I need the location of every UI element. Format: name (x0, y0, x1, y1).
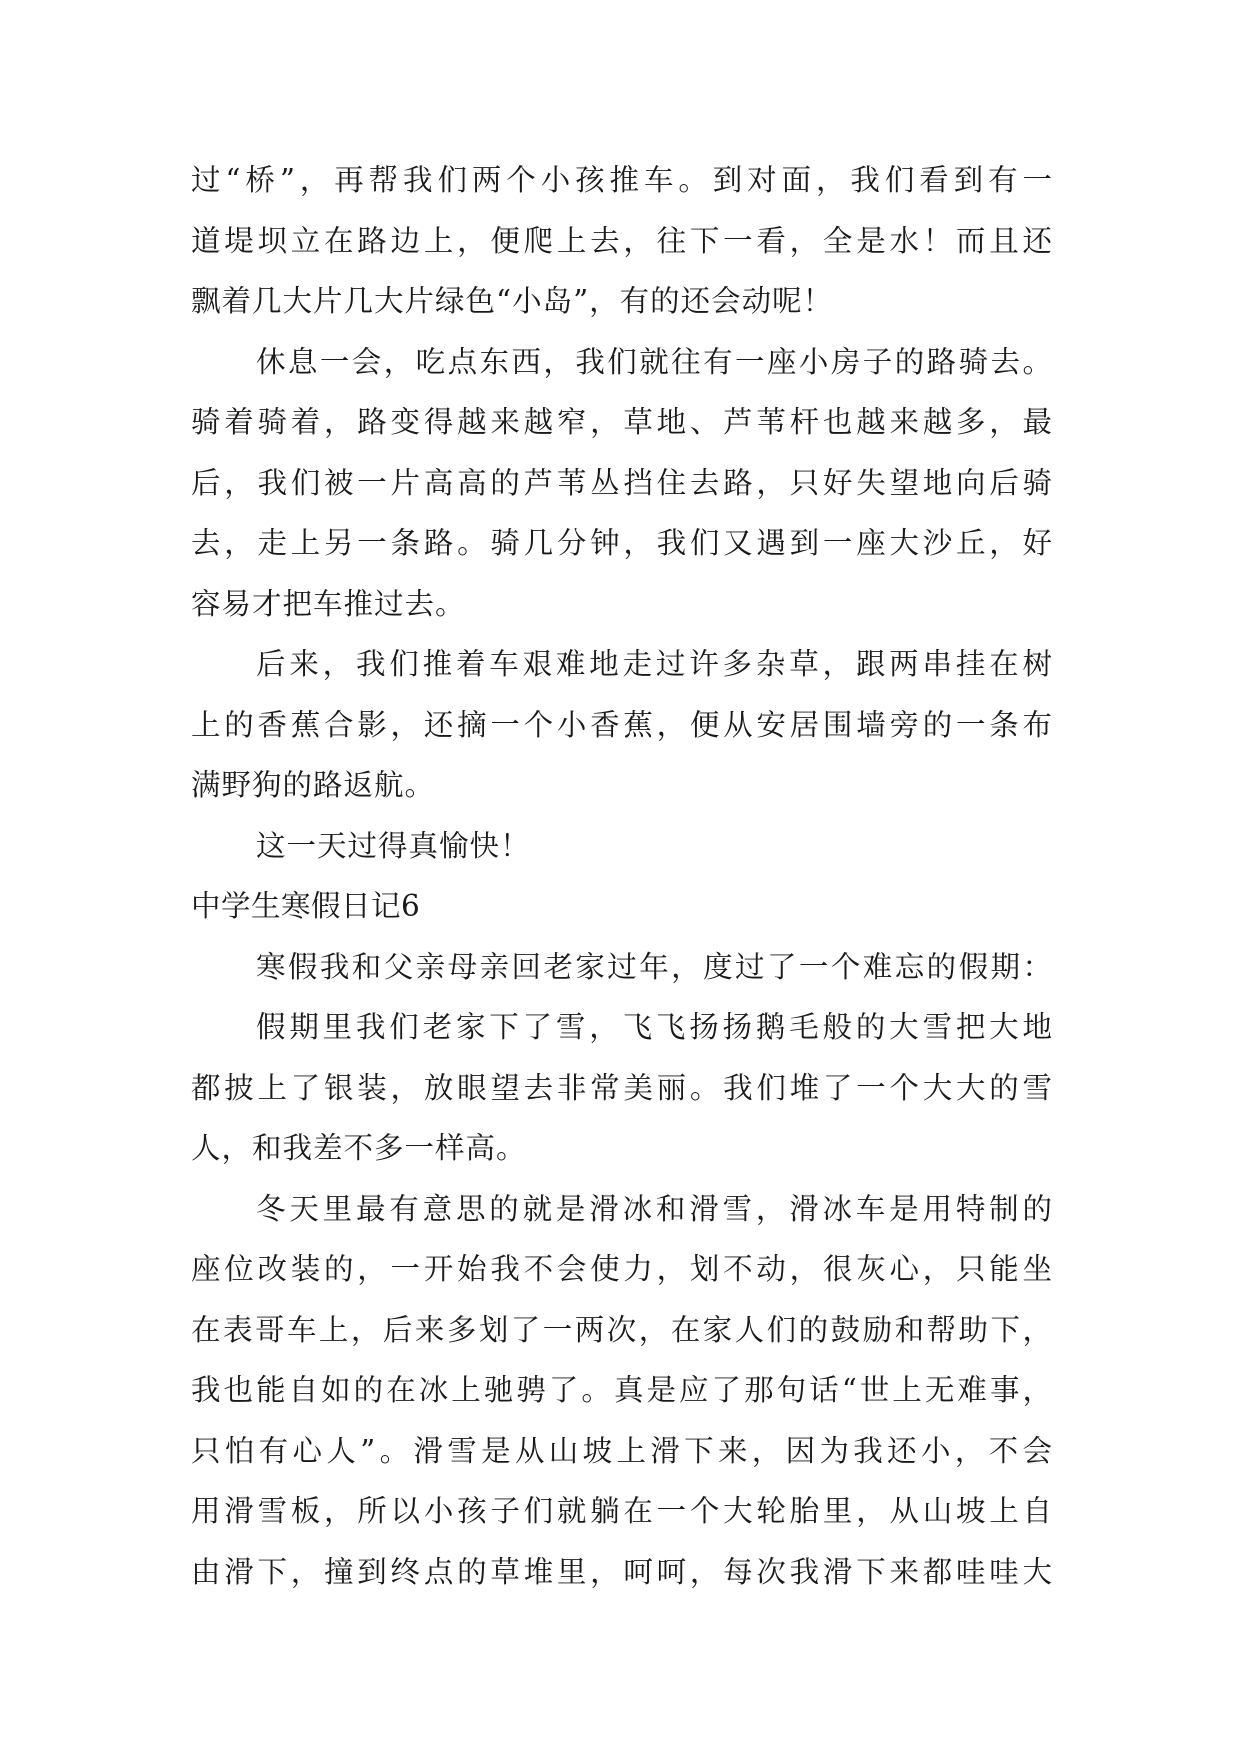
section-heading: 中学生寒假日记6 (191, 889, 421, 923)
text-line: 用滑雪板，所以小孩子们就躺在一个大轮胎里，从山坡上自 (191, 1494, 1053, 1528)
text-line: 容易才把车推过去。 (191, 586, 466, 621)
text-line: 我也能自如的在冰上驰骋了。真是应了那句话“世上无难事， (191, 1373, 1053, 1407)
text-line: 满野狗的路返航。 (191, 768, 436, 802)
text-line: 上的香蕉合影，还摘一个小香蕉，便从安居围墙旁的一条布 (191, 707, 1053, 742)
text-line: 都披上了银装，放眼望去非常美丽。我们堆了一个大大的雪 (191, 1070, 1053, 1105)
text-line: 冬天里最有意思的就是滑冰和滑雪，滑冰车是用特制的 (256, 1191, 1053, 1226)
text-line: 由滑下，撞到终点的草堆里，呵呵，每次我滑下来都哇哇大 (191, 1554, 1053, 1589)
text-line: 座位改装的，一开始我不会使力，划不动，很灰心，只能坐 (191, 1252, 1053, 1286)
text-line: 休息一会，吃点东西，我们就往有一座小房子的路骑去。 (256, 344, 1053, 379)
document-body (191, 150, 1053, 1602)
text-line: 骑着骑着，路变得越来越窄，草地、芦苇杆也越来越多，最 (191, 405, 1053, 439)
text-line: 飘着几大片几大片绿色“小岛”，有的还会动呢！ (191, 284, 834, 318)
text-line: 寒假我和父亲母亲回老家过年，度过了一个难忘的假期： (256, 949, 1053, 984)
text-line: 道堤坝立在路边上，便爬上去，往下一看，全是水！而且还 (191, 223, 1053, 258)
text-line: 在表哥车上，后来多划了一两次，在家人们的鼓励和帮助下， (191, 1312, 1053, 1347)
text-line: 假期里我们老家下了雪，飞飞扬扬鹅毛般的大雪把大地 (256, 1010, 1053, 1044)
text-line: 只怕有心人”。滑雪是从山坡上滑下来，因为我还小，不会 (191, 1433, 1053, 1468)
text-line: 这一天过得真愉快！ (256, 828, 531, 863)
text-line: 后，我们被一片高高的芦苇丛挡住去路，只好失望地向后骑 (191, 465, 1053, 500)
text-line: 后来，我们推着车艰难地走过许多杂草，跟两串挂在树 (256, 647, 1053, 681)
text-line: 过“桥”，再帮我们两个小孩推车。到对面，我们看到有一 (191, 163, 1053, 197)
text-line: 人，和我差不多一样高。 (191, 1131, 527, 1165)
text-line: 去，走上另一条路。骑几分钟，我们又遇到一座大沙丘，好 (191, 526, 1053, 560)
